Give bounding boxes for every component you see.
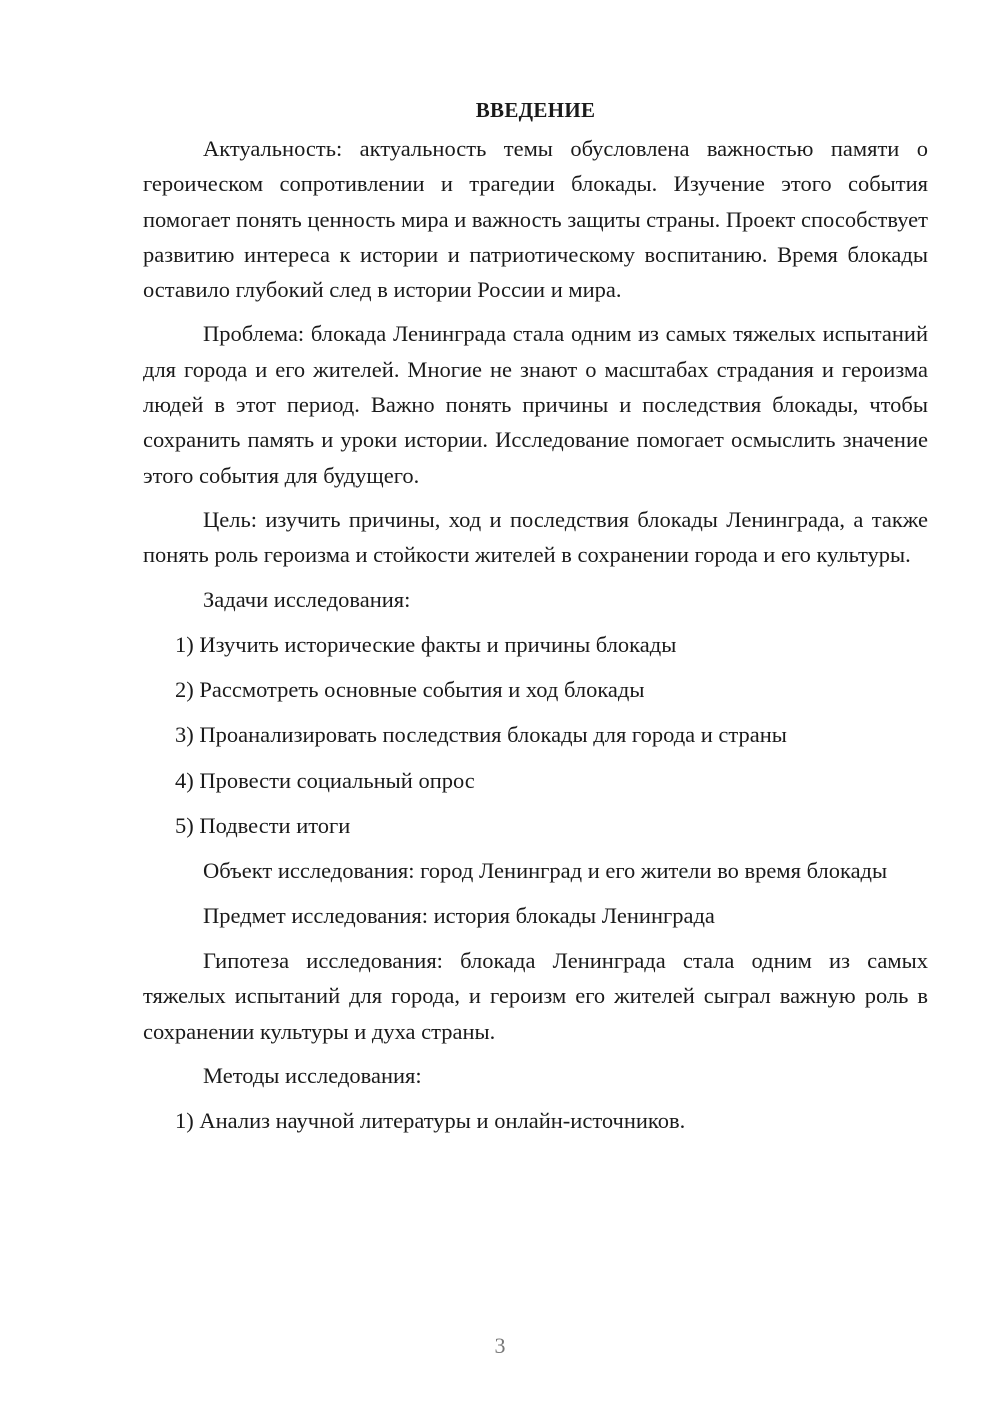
method-item: 1) Анализ научной литературы и онлайн-источников.: [175, 1108, 686, 1134]
tasks-title: Задачи исследования:: [203, 586, 411, 612]
methods-title: Методы исследования:: [203, 1062, 422, 1088]
task-item: 1) Изучить исторические факты и причины блокады: [175, 631, 677, 657]
object-paragraph: Объект исследования: город Ленинград и его жители во время блокады: [203, 858, 888, 884]
task-item: 4) Провести социальный опрос: [175, 767, 475, 793]
document-page: [143, 92, 928, 1148]
goal-paragraph: Цель: изучить причины, ход и последствия блокады Ленинграда, а также понять роль героизма и стойкости жителей в сохранении города и его культуры.: [143, 506, 928, 568]
task-item: 5) Подвести итоги: [175, 813, 351, 839]
subject-line: Предмет исследования: история блокады Ленинграда: [203, 902, 715, 928]
page-number: 3: [494, 1333, 506, 1358]
hypothesis-paragraph: Гипотеза исследования: блокада Ленинграда стала одним из самых тяжелых испытаний для города, и героизм его жителей сыграл важную роль в сохранении культуры и духа страны.: [143, 947, 928, 1044]
section-heading: ВВЕДЕНИЕ: [475, 98, 596, 122]
relevance-paragraph: Актуальность: актуальность темы обусловлена важностью памяти о героическом сопротивлении и трагедии блокады. Изучение этого события помогает понять ценность мира и важность защиты страны. Проект способствует развитию интереса к истории и патриотическому воспитанию. Время блокады оставило глубокий след в истории России и мира.: [143, 136, 928, 303]
problem-paragraph: Проблема: блокада Ленинграда стала одним из самых тяжелых испытаний для города и его жителей. Многие не знают о масштабах страдания и героизма людей в этот период. Важно понять причины и последствия блокады, чтобы сохранить память и уроки истории. Исследование помогает осмыслить значение этого события для будущего.: [143, 321, 928, 488]
task-item: 2) Рассмотреть основные события и ход блокады: [175, 677, 645, 703]
task-item: 3) Проанализировать последствия блокады для города и страны: [175, 722, 787, 748]
